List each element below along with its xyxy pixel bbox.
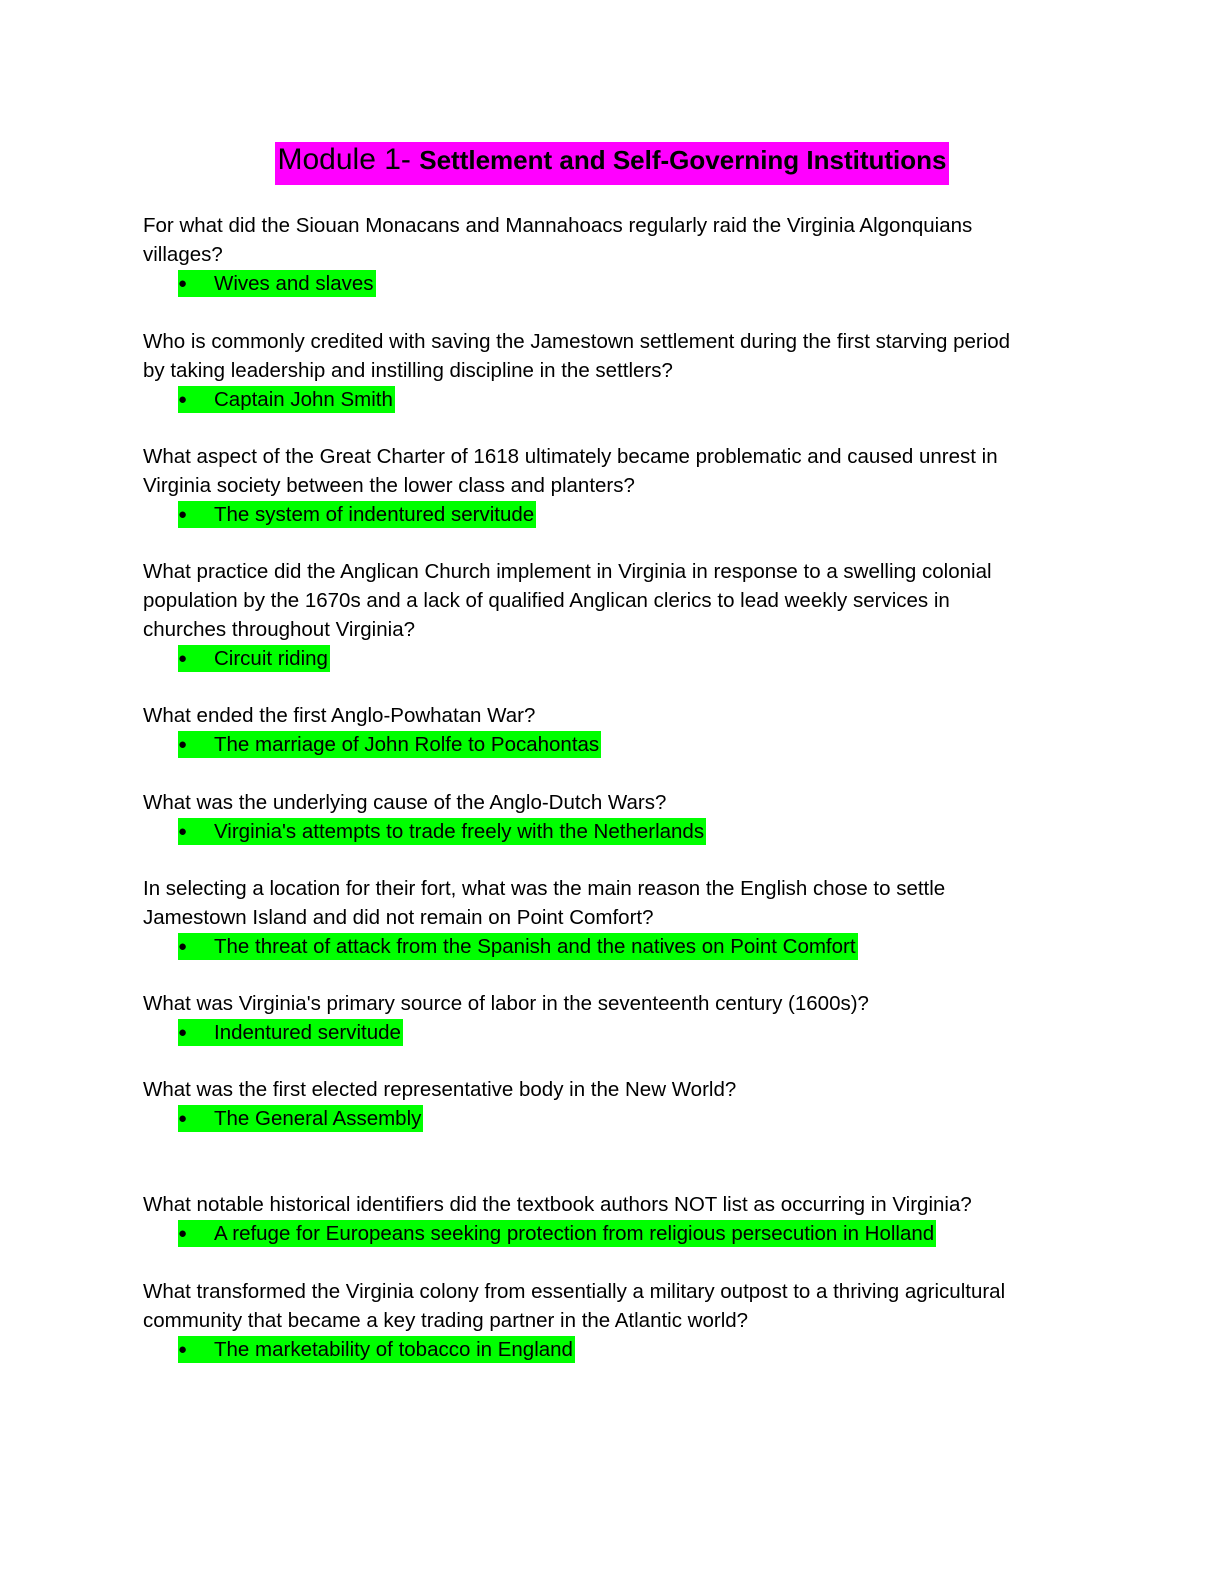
question [143,989,1083,1018]
answer-highlight [178,818,706,845]
question-line: Who is commonly credited with saving the Jamestown settlement during the first starving period [143,330,1011,353]
answer-highlight [178,933,858,960]
question-line: churches throughout Virginia? [143,618,415,641]
answer-text: The General Assembly [214,1107,422,1130]
question-line: What was the underlying cause of the Anglo-Dutch Wars? [143,791,667,814]
question-line: Virginia society between the lower class and planters? [143,474,635,497]
answer-text: Virginia's attempts to trade freely with the Netherlands [214,820,705,843]
question-line: community that became a key trading partner in the Atlantic world? [143,1309,749,1332]
bullet-icon: ● [178,650,188,667]
qa-item [143,1190,1083,1248]
answer [178,269,1083,298]
question-line: villages? [143,243,223,266]
qa-item [143,211,1083,298]
bullet-icon: ● [178,938,188,955]
question-line: What practice did the Anglican Church implement in Virginia in response to a swelling colonial [143,560,992,583]
answer-text: The marketability of tobacco in England [214,1338,573,1361]
question-line: In selecting a location for their fort, what was the main reason the English chose to settle [143,877,946,900]
answer [178,1104,1083,1133]
question [143,874,1083,932]
question [143,1075,1083,1104]
qa-item [143,788,1083,846]
question [143,701,1083,730]
question-line: What ended the first Anglo-Powhatan War? [143,704,536,727]
answer [178,932,1083,961]
question-line: What transformed the Virginia colony from essentially a military outpost to a thriving agricultural [143,1280,1006,1303]
question [143,211,1083,269]
title-main: Settlement and Self-Governing Institutions [419,145,947,175]
qa-item [143,442,1083,529]
question [143,327,1083,385]
answer-highlight [178,1220,936,1247]
qa-item [143,557,1083,673]
answer-highlight [178,1336,575,1363]
bullet-icon: ● [178,1225,188,1242]
qa-item [143,1075,1083,1133]
answer-highlight [178,270,376,297]
answer-text: The threat of attack from the Spanish and the natives on Point Comfort [214,935,856,958]
bullet-icon: ● [178,506,188,523]
question [143,442,1083,500]
answer-highlight [178,1105,423,1132]
bullet-icon: ● [178,736,188,753]
answer-text: The marriage of John Rolfe to Pocahontas [214,733,600,756]
qa-item [143,989,1083,1047]
answer-highlight [178,501,536,528]
answer-text: The system of indentured servitude [214,503,535,526]
question-line: population by the 1670s and a lack of qualified Anglican clerics to lead weekly services in [143,589,950,612]
bullet-icon: ● [178,823,188,840]
answer-text: Wives and slaves [214,272,374,295]
answer [178,730,1083,759]
answer [178,817,1083,846]
answer [178,385,1083,414]
question-line: For what did the Siouan Monacans and Mannahoacs regularly raid the Virginia Algonquians [143,214,973,237]
title-container [0,142,1224,185]
answer-highlight [178,645,330,672]
question-line: What notable historical identifiers did the textbook authors NOT list as occurring in Virginia? [143,1193,972,1216]
question-line: by taking leadership and instilling discipline in the settlers? [143,359,673,382]
answer [178,500,1083,529]
question-line: What was Virginia's primary source of labor in the seventeenth century (1600s)? [143,992,869,1015]
qa-item [143,327,1083,414]
page-title [275,142,948,185]
bullet-icon: ● [178,1024,188,1041]
title-prefix: Module 1- [277,143,420,176]
question [143,557,1083,644]
question-line: What was the first elected representative body in the New World? [143,1078,737,1101]
bullet-icon: ● [178,275,188,292]
answer-highlight [178,386,395,413]
bullet-icon: ● [178,1341,188,1358]
qa-item [143,874,1083,961]
qa-item [143,701,1083,759]
question [143,1190,1083,1219]
answer [178,1219,1083,1248]
answer [178,1018,1083,1047]
bullet-icon: ● [178,1110,188,1127]
question-line: Jamestown Island and did not remain on Point Comfort? [143,906,654,929]
answer-text: Indentured servitude [214,1021,401,1044]
answer-highlight [178,731,601,758]
answer [178,644,1083,673]
question [143,1277,1083,1335]
answer-text: Captain John Smith [214,388,393,411]
answer [178,1335,1083,1364]
question [143,788,1083,817]
question-line: What aspect of the Great Charter of 1618 ultimately became problematic and caused unrest in [143,445,998,468]
qa-item [143,1277,1083,1364]
bullet-icon: ● [178,391,188,408]
answer-highlight [178,1019,403,1046]
answer-text: A refuge for Europeans seeking protection from religious persecution in Holland [214,1222,935,1245]
answer-text: Circuit riding [214,647,328,670]
